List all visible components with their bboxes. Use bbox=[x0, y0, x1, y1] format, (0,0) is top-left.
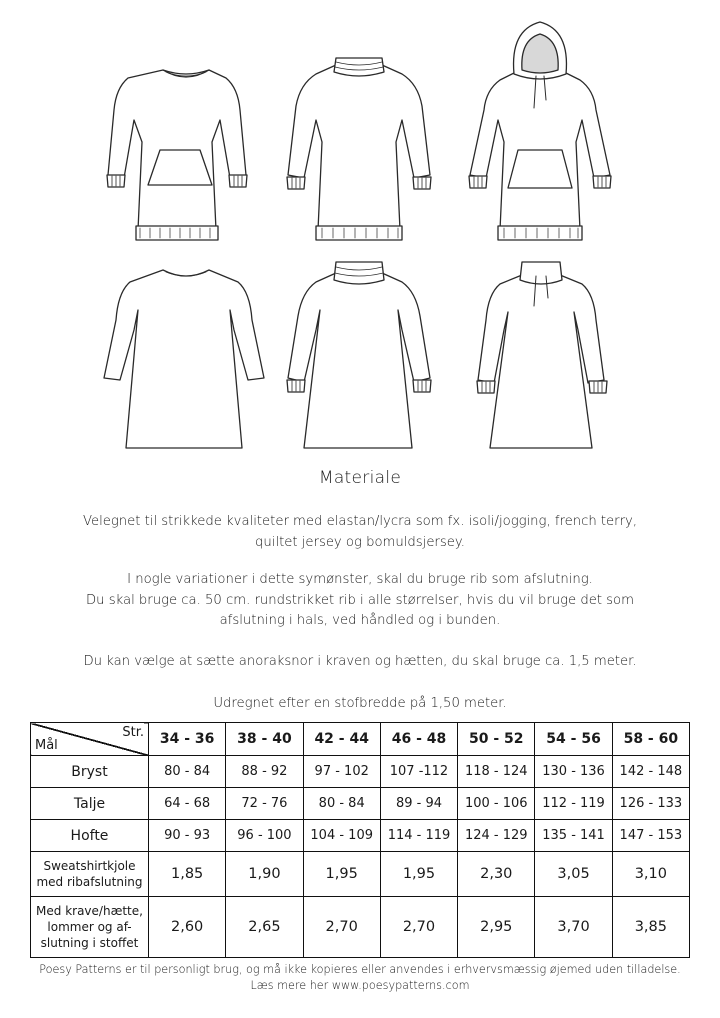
table-cell: 2,30 bbox=[458, 852, 535, 897]
table-cell: 2,60 bbox=[149, 897, 226, 958]
table-cell: 130 - 136 bbox=[535, 756, 612, 788]
table-cell: 1,85 bbox=[149, 852, 226, 897]
table-row-talje bbox=[31, 788, 690, 820]
table-cell: 3,05 bbox=[535, 852, 612, 897]
garment-illustrations bbox=[0, 0, 720, 460]
table-cell: 135 - 141 bbox=[535, 820, 612, 852]
table-cell: 124 - 129 bbox=[458, 820, 535, 852]
table-cell: 107 -112 bbox=[380, 756, 457, 788]
website-link[interactable]: Læs mere her www.poesypatterns.com bbox=[250, 979, 470, 992]
row-label: Hofte bbox=[31, 820, 149, 852]
size-header: 54 - 56 bbox=[535, 723, 612, 756]
material-description bbox=[40, 512, 680, 553]
table-cell: 90 - 93 bbox=[149, 820, 226, 852]
table-cell: 3,70 bbox=[535, 897, 612, 958]
copyright-notice: Poesy Patterns er til personligt brug, og må ikke kopieres eller anvendes i erhvervsmæssig øjemed uden tilladelse. bbox=[39, 963, 681, 976]
rib-description bbox=[40, 570, 680, 632]
table-cell: 96 - 100 bbox=[226, 820, 303, 852]
table-cell: 2,70 bbox=[380, 897, 457, 958]
dress-funnel-aline-sketch bbox=[477, 262, 607, 448]
table-cell: 80 - 84 bbox=[149, 756, 226, 788]
size-header: 38 - 40 bbox=[226, 723, 303, 756]
dress-cowl-aline-sketch bbox=[287, 262, 431, 448]
dress-hoodie-pocket-sketch bbox=[469, 22, 611, 240]
row-label bbox=[31, 897, 149, 958]
table-corner-cell bbox=[31, 723, 149, 756]
table-cell: 72 - 76 bbox=[226, 788, 303, 820]
table-cell: 97 - 102 bbox=[303, 756, 380, 788]
table-row-hofte bbox=[31, 820, 690, 852]
size-header-row bbox=[31, 723, 690, 756]
table-row-bryst bbox=[31, 756, 690, 788]
row-label-line: med ribafslutning bbox=[36, 875, 143, 889]
size-header: 42 - 44 bbox=[303, 723, 380, 756]
size-table bbox=[30, 722, 690, 958]
dress-crewneck-pocket-sketch bbox=[107, 70, 247, 240]
section-title: Materiale bbox=[318, 468, 402, 488]
table-cell: 118 - 124 bbox=[458, 756, 535, 788]
size-header: 50 - 52 bbox=[458, 723, 535, 756]
row-label bbox=[31, 852, 149, 897]
text-line: I nogle variationer i dette symønster, skal du bruge rib som afslutning. bbox=[127, 572, 593, 587]
text-line: afslutning i hals, ved håndled og i bunden. bbox=[219, 613, 501, 628]
table-row-sweatshirtkjole bbox=[31, 852, 690, 897]
table-cell: 2,65 bbox=[226, 897, 303, 958]
row-label-line: slutning i stoffet bbox=[40, 936, 139, 950]
table-cell: 3,85 bbox=[612, 897, 689, 958]
table-cell: 2,95 bbox=[458, 897, 535, 958]
table-cell: 104 - 109 bbox=[303, 820, 380, 852]
table-cell: 100 - 106 bbox=[458, 788, 535, 820]
table-cell: 114 - 119 bbox=[380, 820, 457, 852]
table-cell: 1,90 bbox=[226, 852, 303, 897]
fabric-width-note: Udregnet efter en stofbredde på 1,50 meter. bbox=[213, 696, 507, 711]
dress-crewneck-aline-sketch bbox=[104, 270, 264, 448]
size-header: 58 - 60 bbox=[612, 723, 689, 756]
row-label: Talje bbox=[31, 788, 149, 820]
table-row-krave-haette bbox=[31, 897, 690, 958]
table-cell: 1,95 bbox=[303, 852, 380, 897]
table-cell: 142 - 148 bbox=[612, 756, 689, 788]
table-cell: 1,95 bbox=[380, 852, 457, 897]
table-cell: 80 - 84 bbox=[303, 788, 380, 820]
footer-notice bbox=[0, 962, 720, 994]
row-label: Bryst bbox=[31, 756, 149, 788]
table-cell: 2,70 bbox=[303, 897, 380, 958]
table-cell: 89 - 94 bbox=[380, 788, 457, 820]
size-header: 34 - 36 bbox=[149, 723, 226, 756]
measure-label: Mål bbox=[35, 738, 58, 753]
size-header: 46 - 48 bbox=[380, 723, 457, 756]
text-line: quiltet jersey og bomuldsjersey. bbox=[255, 534, 465, 550]
text-line: Velegnet til strikkede kvaliteter med elastan/lycra som fx. isoli/jogging, french terry, bbox=[82, 514, 638, 529]
text-line: Du skal bruge ca. 50 cm. rundstrikket rib i alle størrelser, hvis du vil bruge det som bbox=[86, 592, 634, 608]
table-cell: 147 - 153 bbox=[612, 820, 689, 852]
size-label: Str. bbox=[122, 725, 144, 740]
row-label-line: Med krave/hætte, bbox=[36, 904, 143, 918]
row-label-line: lommer og af- bbox=[47, 920, 132, 934]
table-cell: 3,10 bbox=[612, 852, 689, 897]
table-cell: 88 - 92 bbox=[226, 756, 303, 788]
table-cell: 64 - 68 bbox=[149, 788, 226, 820]
table-cell: 126 - 133 bbox=[612, 788, 689, 820]
dress-cowl-sketch bbox=[287, 58, 431, 240]
cord-description: Du kan vælge at sætte anoraksnor i kraven og hætten, du skal bruge ca. 1,5 meter. bbox=[83, 654, 637, 669]
row-label-line: Sweatshirtkjole bbox=[43, 859, 136, 873]
table-cell: 112 - 119 bbox=[535, 788, 612, 820]
